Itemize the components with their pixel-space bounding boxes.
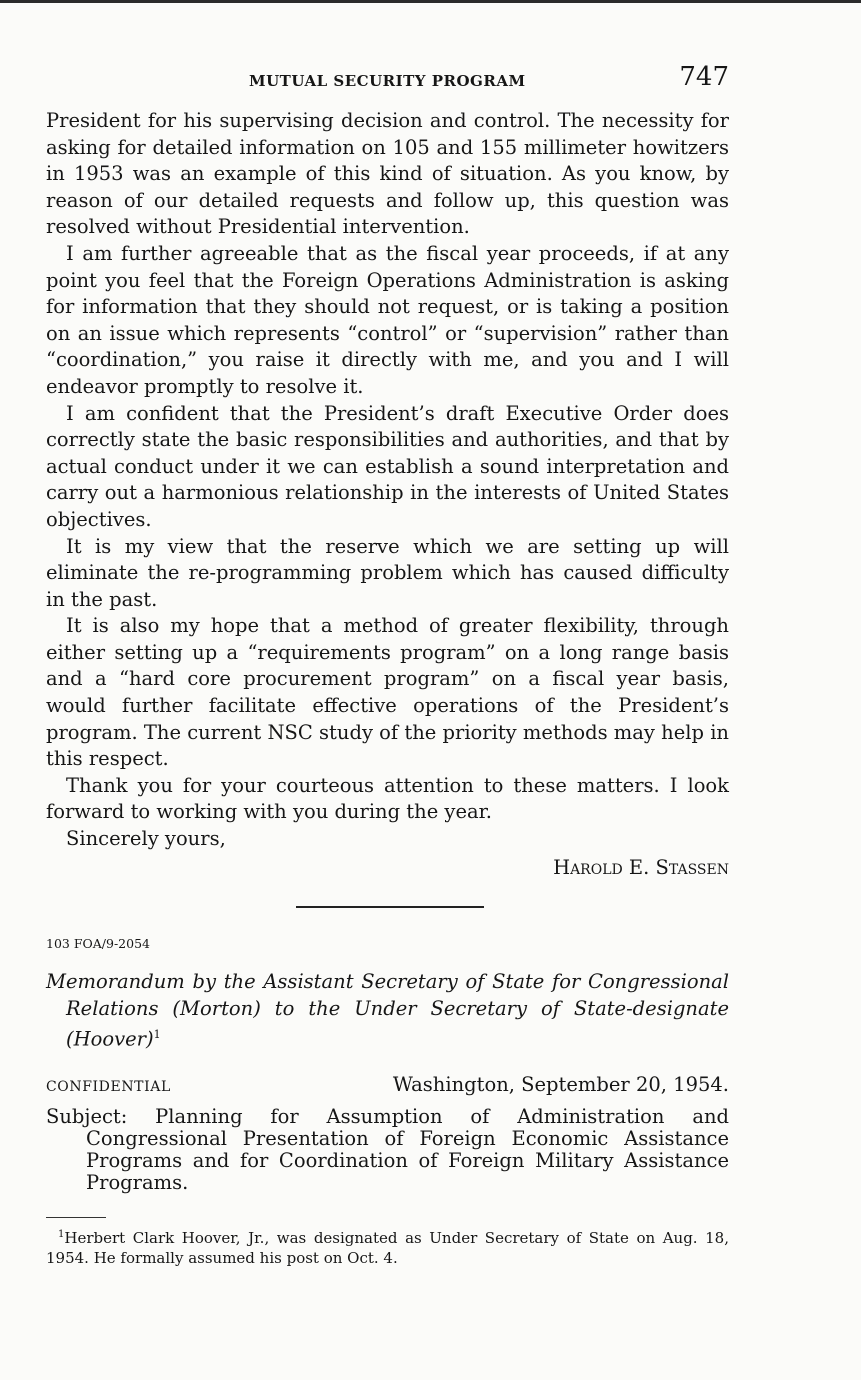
- paragraph: Thank you for your courteous attention to these matters. I look forward to working with you during the year.: [46, 773, 729, 824]
- letter-closing: Sincerely yours,: [66, 827, 226, 851]
- document-id: 103 FOA/9-2054: [46, 936, 150, 951]
- running-head: MUTUAL SECURITY PROGRAM: [249, 72, 526, 90]
- page-header: [46, 62, 729, 94]
- page-top-edge: [0, 0, 861, 3]
- memo-subject: Subject: Planning for Assumption of Administration and Congressional Presentation of Foreign Economic Assistance Programs and for Coordination of Foreign Military Assistance Programs.: [46, 1105, 729, 1194]
- paragraph: I am confident that the President’s draft Executive Order does correctly state the basic responsibilities and authorities, and that by actual conduct under it we can establish a sound interpretation and carry out a harmonious relationship in the interests of United States objectives.: [46, 401, 729, 531]
- footnote-reference: 1: [153, 1028, 161, 1042]
- footnote: [46, 1225, 729, 1268]
- page-number: 747: [679, 62, 729, 92]
- footnote-rule: [46, 1217, 106, 1218]
- memo-title-text: Memorandum by the Assistant Secretary of State for Congressional Relations (Morton) to the Under Secretary of State-designate (Hoover): [46, 970, 729, 1051]
- footnote-text: Herbert Clark Hoover, Jr., was designated as Under Secretary of State on Aug. 18, 1954. He formally assumed his post on Oct. 4.: [46, 1229, 729, 1267]
- signature: Harold E. Stassen: [553, 855, 729, 879]
- dateline: Washington, September 20, 1954.: [392, 1073, 729, 1096]
- paragraph: I am further agreeable that as the fiscal year proceeds, if at any point you feel that the Foreign Operations Administration is asking for information that they should not request, or is taking a position on an issue which represents “control” or “supervision” rather than “coordination,” you raise it directly with me, and you and I will endeavor promptly to resolve it.: [46, 241, 729, 398]
- paragraph: It is my view that the reserve which we are setting up will eliminate the re-programming problem which has caused difficulty in the past.: [46, 534, 729, 611]
- section-divider: [296, 906, 484, 908]
- paragraph: It is also my hope that a method of greater flexibility, through either setting up a “requirements program” on a long range basis and a “hard core procurement program” on a fiscal year basis, would further facilitate effective operations of the President’s program. The current NSC study of the priority methods may help in this respect.: [46, 614, 729, 771]
- memo-title: [46, 969, 729, 1053]
- letter-body: [46, 108, 729, 881]
- paragraph: President for his supervising decision and control. The necessity for asking for detailed information on 105 and 155 millimeter howitzers in 1953 was an example of this kind of situation. As you know, by reason of our detailed requests and follow up, this question was resolved without Presidential intervention.: [46, 109, 729, 239]
- footnote-number: 1: [58, 1229, 65, 1240]
- classification-label: CONFIDENTIAL: [46, 1079, 171, 1095]
